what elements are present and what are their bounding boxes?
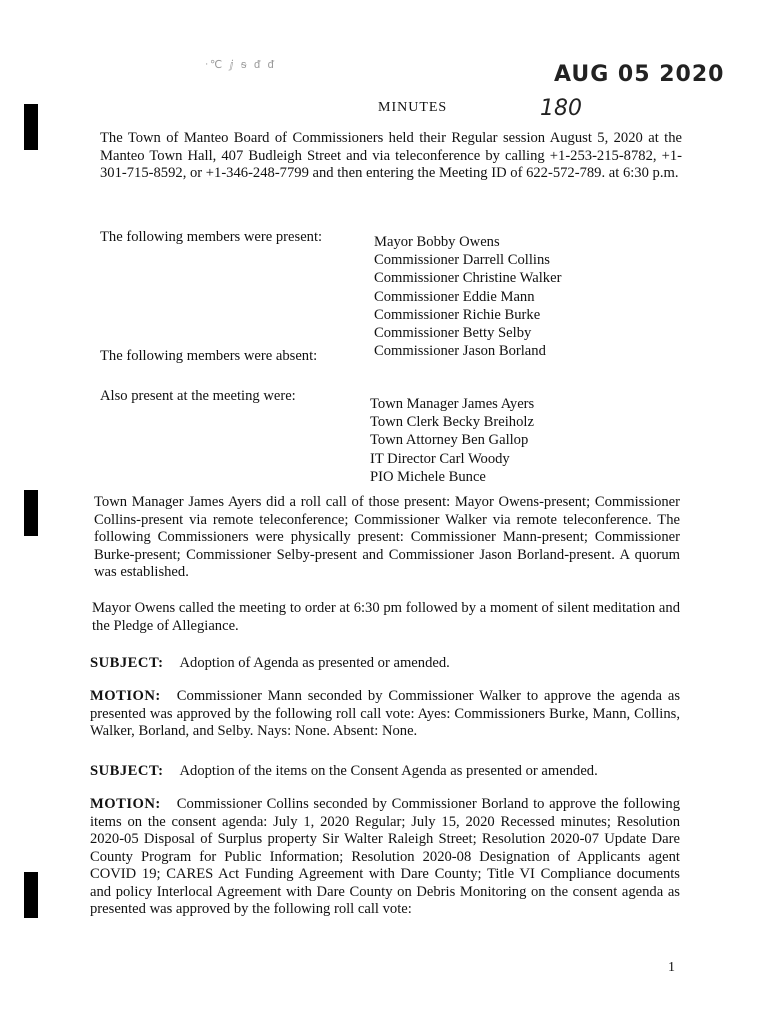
scan-margin-bar xyxy=(24,490,38,536)
consent-subject xyxy=(90,763,680,781)
scan-margin-bar xyxy=(24,872,38,918)
subject-text: Adoption of the items on the Consent Agenda as presented or amended. xyxy=(179,763,598,779)
member-name: Commissioner Betty Selby xyxy=(374,325,532,342)
motion-text: Commissioner Collins seconded by Commissioner Borland to approve the following items on the consent agenda: July 1, 2020 Regular; July 15, 2020 Recessed minutes; Resolution 2020-05 Disposal of Surplus property Sir Walter Raleigh Street; Resolution 2020-07 Update Dare County Program for Public Information; Resolution 2020-08 Designation of Applicants agent COVID 19; CARES Act Funding Agreement with Dare County; Title VI Compliance documents and policy Interlocal Agreement with Dare County on Debris Monitoring on the consent agenda as presented was approved by the following roll call vote: xyxy=(90,796,680,917)
scan-margin-bar xyxy=(24,104,38,150)
scan-artifact-mark: ᐧ℃ ⅉ ᵴ ᵭ ᵭ xyxy=(205,58,276,71)
present-label: The following members were present: xyxy=(100,229,323,245)
agenda-motion xyxy=(90,688,680,741)
call-to-order-paragraph: Mayor Owens called the meeting to order at 6:30 pm followed by a moment of silent meditation and the Pledge of Allegiance. xyxy=(92,600,680,634)
member-name: Commissioner Jason Borland xyxy=(374,343,546,360)
document-title: MINUTES xyxy=(378,100,448,115)
member-name: Commissioner Eddie Mann xyxy=(374,288,535,305)
handwritten-number: 180 xyxy=(540,96,582,121)
motion-label: MOTION: xyxy=(90,688,161,704)
also-present-label: Also present at the meeting were: xyxy=(100,388,296,404)
member-name: Commissioner Darrell Collins xyxy=(374,252,550,269)
staff-name: Town Manager James Ayers xyxy=(370,396,535,412)
staff-name: PIO Michele Bunce xyxy=(370,468,486,485)
also-present-list xyxy=(370,395,534,486)
member-name: Mayor Bobby Owens xyxy=(374,234,500,250)
member-name: Commissioner Richie Burke xyxy=(374,306,541,323)
motion-text: Commissioner Mann seconded by Commissioner Walker to approve the agenda as presented was approved by the following roll call vote: Ayes: Commissioners Burke, Mann, Collins, Walker, Borland, and Selby. Nays: None. Absent: None. xyxy=(90,688,680,739)
staff-name: Town Clerk Becky Breiholz xyxy=(370,414,534,431)
subject-text: Adoption of Agenda as presented or amended. xyxy=(179,655,450,671)
intro-paragraph: The Town of Manteo Board of Commissioners held their Regular session August 5, 2020 at the Manteo Town Hall, 407 Budleigh Street and via teleconference by calling +1-253-215-8782, +1-301-715-8592, or +1-346-248-7799 and then entering the Meeting ID of 622-572-789. at 6:30 p.m. xyxy=(100,130,682,181)
present-members-list xyxy=(374,233,561,360)
received-date-stamp: AUG 05 2020 xyxy=(554,62,725,87)
staff-name: Town Attorney Ben Gallop xyxy=(370,432,529,449)
agenda-subject xyxy=(90,655,680,673)
absent-label: The following members were absent: xyxy=(100,348,318,364)
member-name: Commissioner Christine Walker xyxy=(374,270,562,287)
subject-label: SUBJECT: xyxy=(90,655,164,671)
staff-name: IT Director Carl Woody xyxy=(370,450,510,467)
roll-call-paragraph: Town Manager James Ayers did a roll call of those present: Mayor Owens-present; Commissioner Collins-present via remote teleconference; Commissioner Walker via remote teleconference. The following Commissioners were physically present: Commissioner Mann-present; Commissioner Burke-present; Commissioner Selby-present and Commissioner Jason Borland-present. A quorum was established. xyxy=(94,494,680,580)
page-number: 1 xyxy=(668,960,675,975)
consent-motion xyxy=(90,796,680,919)
motion-label: MOTION: xyxy=(90,796,161,812)
subject-label: SUBJECT: xyxy=(90,763,164,779)
